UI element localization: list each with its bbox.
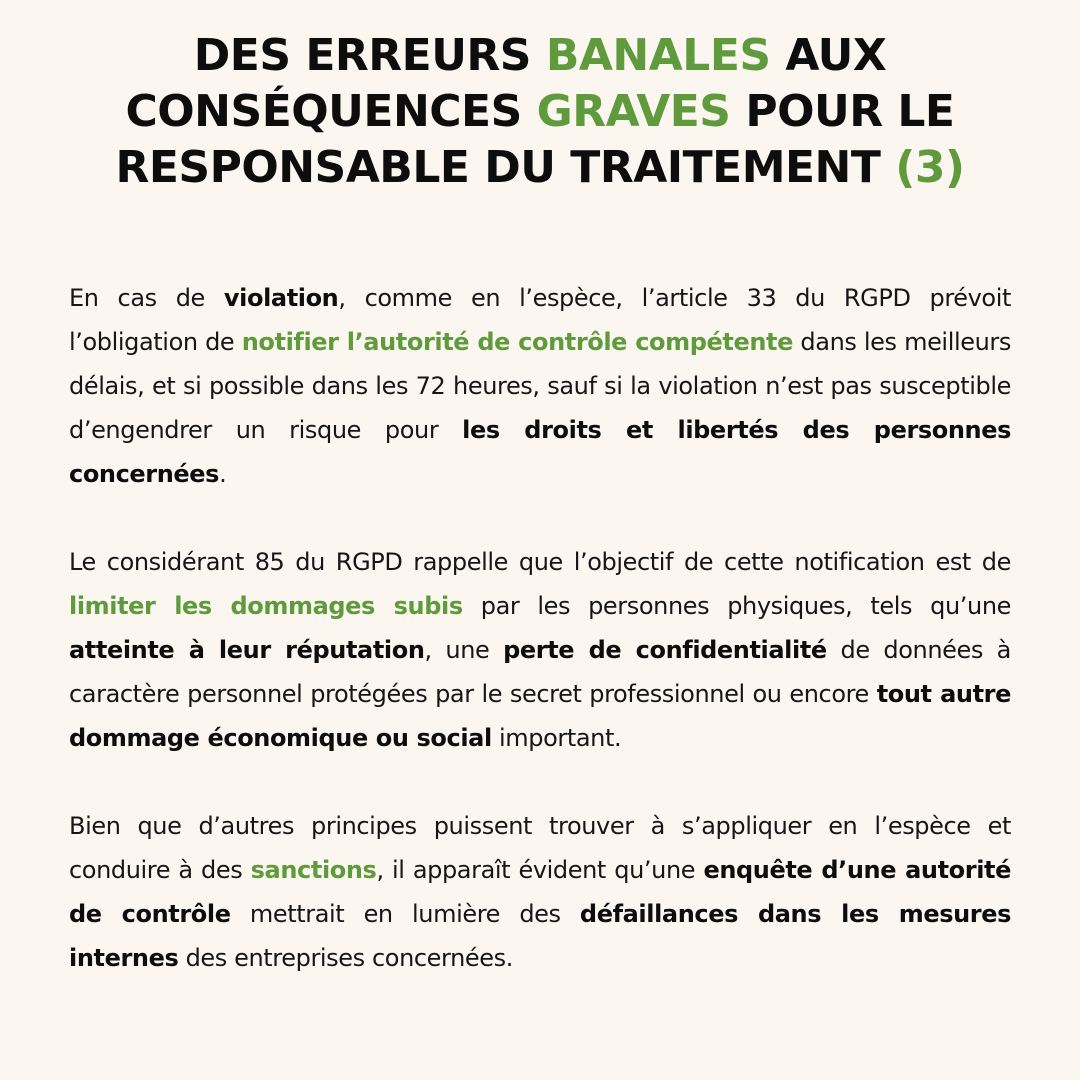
paragraph-3: [69, 804, 1011, 980]
paragraph-1: [69, 276, 1011, 496]
paragraph-3-segment-bold: défaillances dans les mesures internes: [69, 900, 1011, 972]
paragraph-1-segment: dans les meilleurs délais, et si possible dans les 72 heures, sauf si la violation n’est pas susceptible d’engendrer un risque pour: [69, 328, 1011, 444]
paragraph-2-segment: important.: [491, 724, 622, 752]
paragraph-1-segment-green: notifier l’autorité de contrôle compétente: [241, 328, 793, 356]
paragraph-2-segment-bold: tout autre dommage économique ou social: [69, 680, 1011, 752]
title-text-1: DES ERREURS: [193, 30, 546, 81]
page-title: [40, 28, 1040, 196]
title-highlight-graves: GRAVES: [536, 86, 731, 137]
body-text: [69, 276, 1011, 980]
paragraph-3-segment-bold: enquête d’une autorité de contrôle: [69, 856, 1011, 928]
paragraph-2-segment: , une: [424, 636, 504, 664]
title-highlight-banales: BANALES: [545, 30, 771, 81]
title-text-2: AUX CONSÉQUENCES: [125, 30, 887, 137]
paragraph-3-segment: mettrait en lumière des: [230, 900, 580, 928]
paragraph-1-segment-bold: violation: [223, 284, 339, 312]
title-highlight-number: (3): [895, 142, 965, 193]
paragraph-2-segment: par les personnes physiques, tels qu’une: [462, 592, 1011, 620]
paragraph-3-segment: des entreprises concernées.: [178, 944, 513, 972]
paragraph-1-segment-bold: les droits et libertés des personnes concernées: [69, 416, 1011, 488]
paragraph-2-segment: de données à caractère personnel protégées par le secret professionnel ou encore: [69, 636, 1011, 708]
paragraph-2: [69, 540, 1011, 760]
paragraph-1-segment: .: [219, 460, 227, 488]
paragraph-1-segment: En cas de: [69, 284, 224, 312]
paragraph-2-segment-green: limiter les dommages subis: [69, 592, 463, 620]
paragraph-3-segment: , il apparaît évident qu’une: [376, 856, 704, 884]
paragraph-2-segment: Le considérant 85 du RGPD rappelle que l’objectif de cette notification est de: [69, 548, 1011, 576]
paragraph-2-segment-bold: atteinte à leur réputation: [69, 636, 425, 664]
title-text-3: POUR LE RESPONSABLE DU TRAITEMENT: [115, 86, 955, 193]
paragraph-3-segment-green: sanctions: [250, 856, 377, 884]
paragraph-1-segment: , comme en l’espèce, l’article 33 du RGPD prévoit l’obligation de: [69, 284, 1011, 356]
paragraph-3-segment: Bien que d’autres principes puissent trouver à s’appliquer en l’espèce et conduire à des: [69, 812, 1011, 884]
paragraph-2-segment-bold: perte de confidentialité: [503, 636, 827, 664]
